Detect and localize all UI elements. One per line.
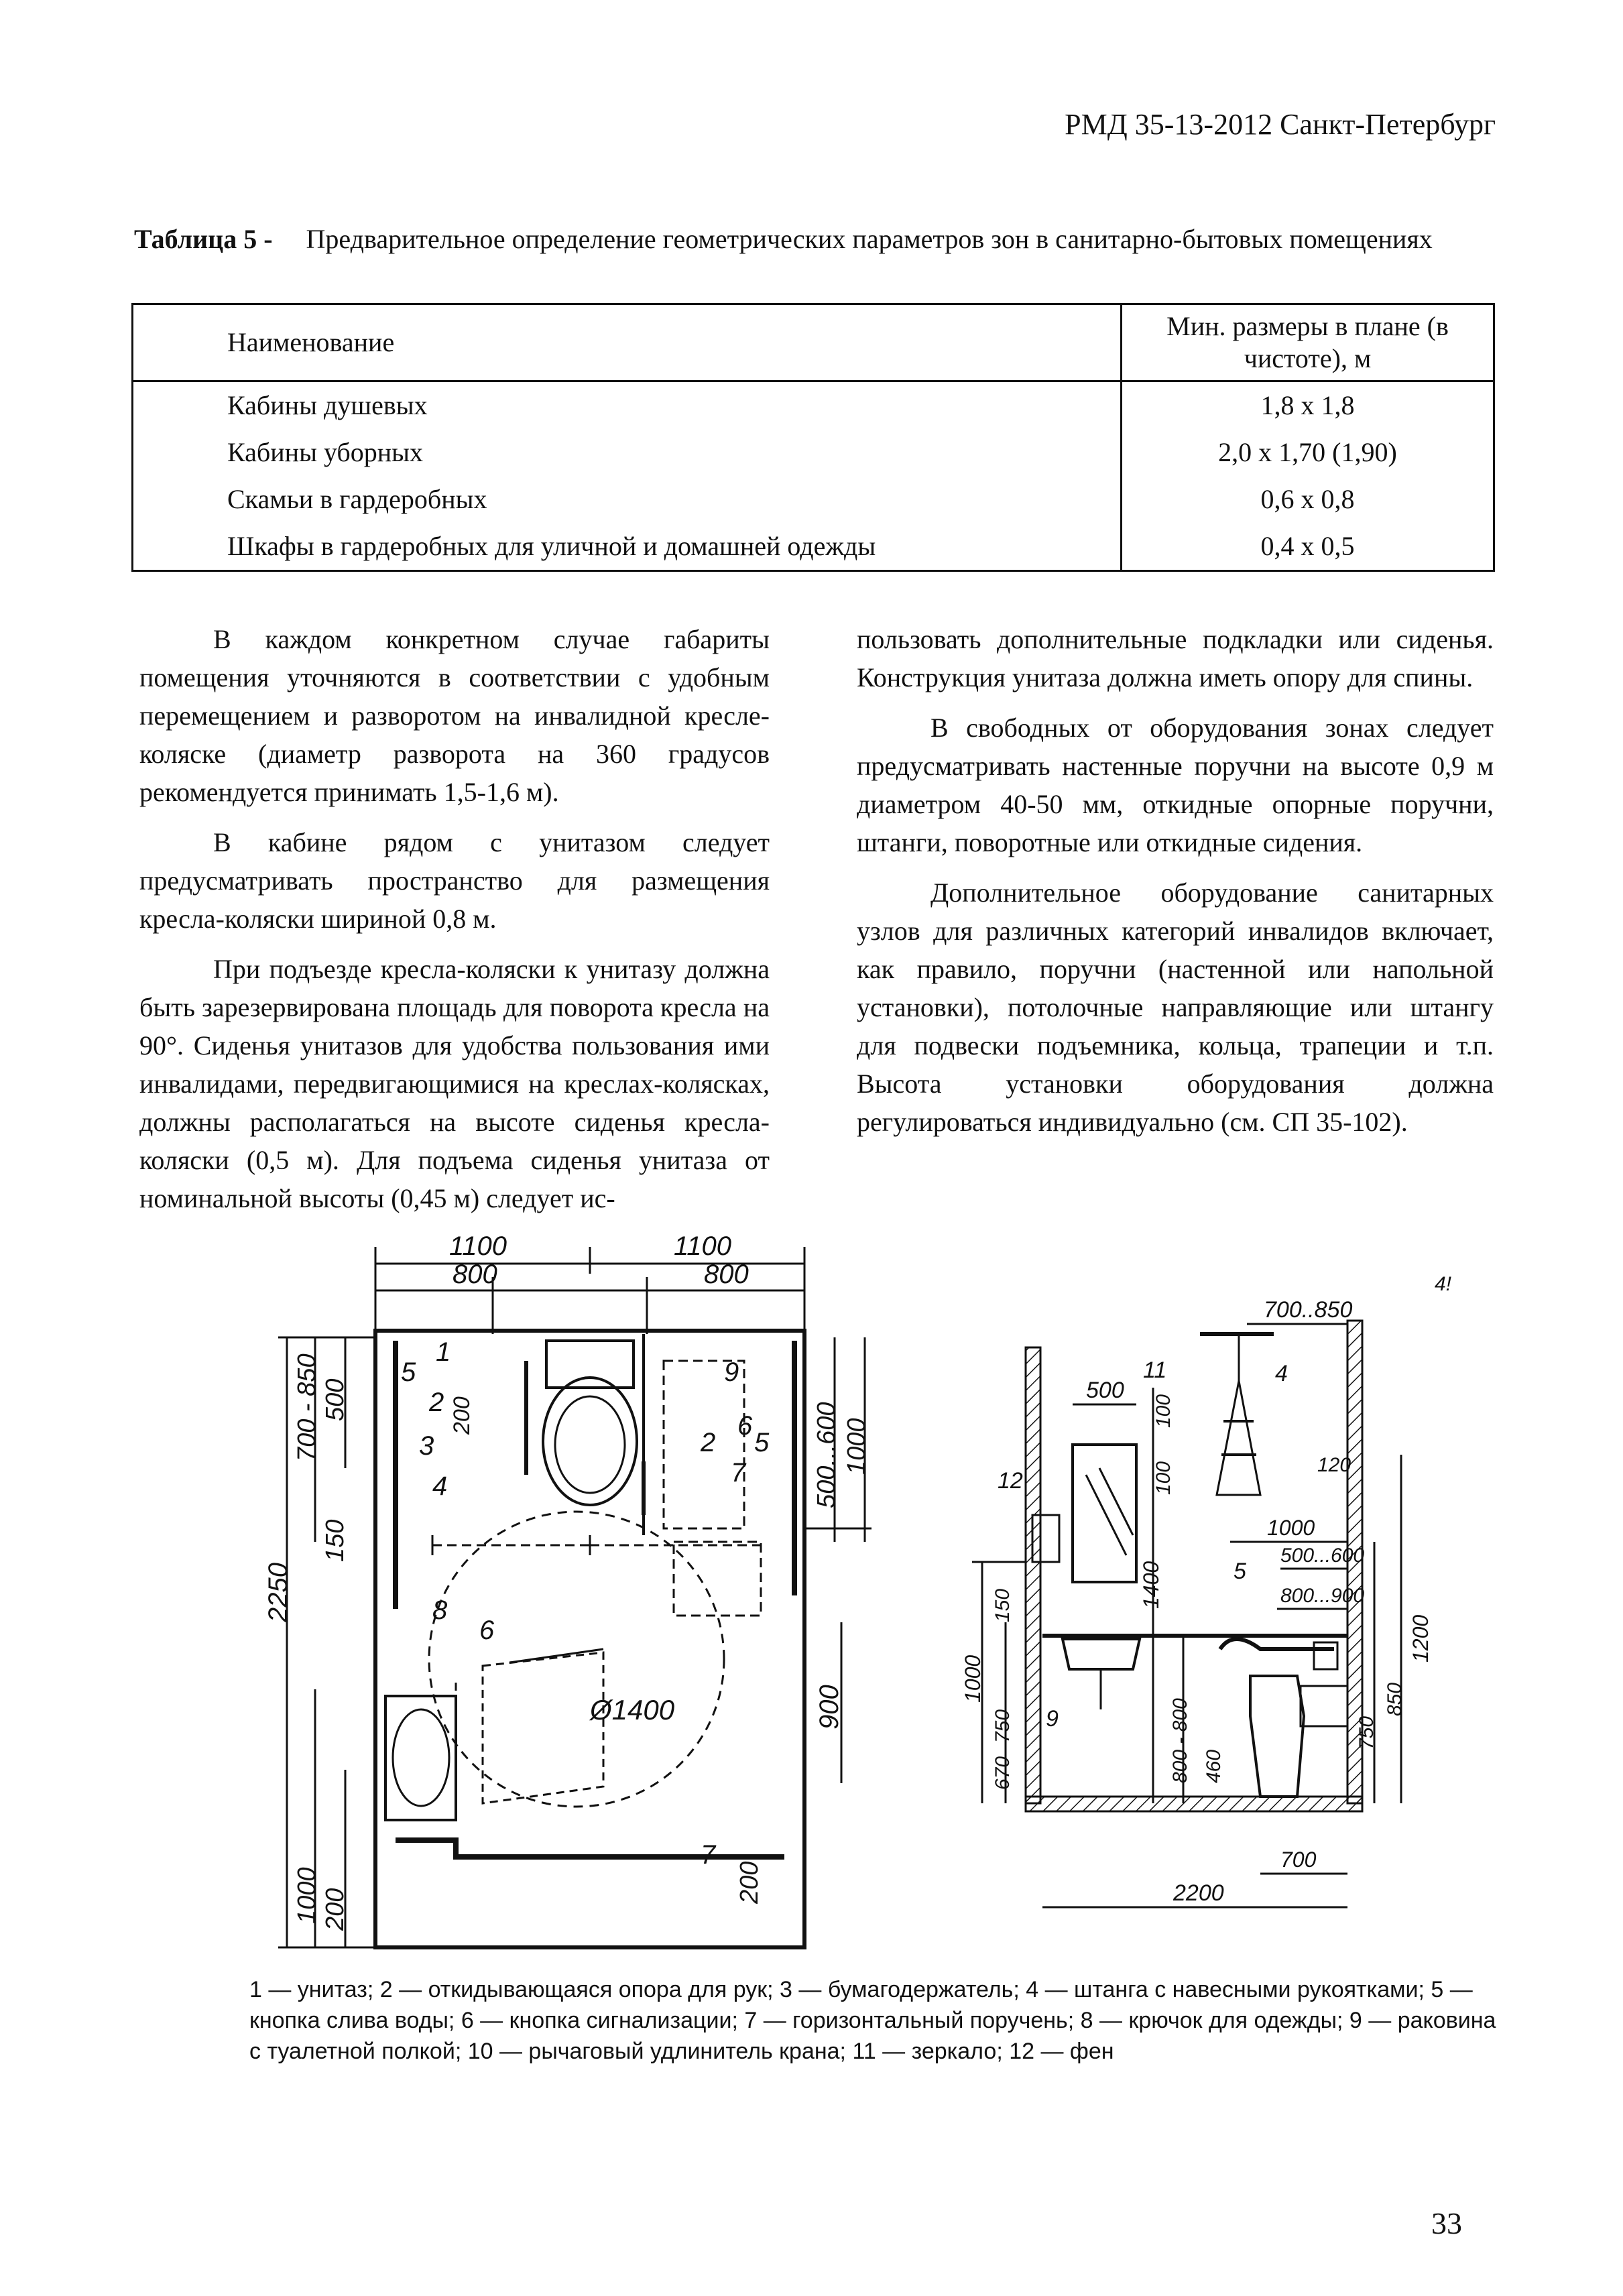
- column-header-name: Наименование: [133, 304, 1122, 381]
- column-header-size: Мин. размеры в плане (в чистоте), м: [1122, 304, 1494, 381]
- callout: 5: [401, 1357, 416, 1387]
- dim-label: 800...900: [1280, 1585, 1365, 1607]
- dim-label: 500...600: [1280, 1545, 1365, 1567]
- dim-label: 1100: [674, 1231, 732, 1261]
- dim-label: 1400: [1139, 1561, 1163, 1609]
- callout: 9: [724, 1357, 739, 1387]
- dim-label: 800: [704, 1260, 749, 1289]
- dim-label: 1000: [1267, 1516, 1315, 1540]
- dim-label: 460: [1203, 1749, 1225, 1783]
- callout: 6: [737, 1411, 753, 1441]
- callout: 8: [432, 1595, 448, 1625]
- dim-label: 700..850: [1264, 1297, 1353, 1323]
- elevation-callouts: [998, 1273, 1452, 1732]
- table-cell-size: 1,8 x 1,8: [1260, 390, 1355, 420]
- dim-label: 700: [1280, 1848, 1317, 1872]
- table-label: Таблица 5 -: [134, 224, 273, 254]
- dim-label: 700 - 850: [293, 1353, 321, 1461]
- callout: 4: [432, 1471, 448, 1501]
- callout: 2: [429, 1388, 444, 1417]
- paragraph: В каждом конкретном случае габариты помещения уточняются в соответствии с удобным перемещением и разворотом на инвалидной кресле-коляске (диаметр разворота на 360 градусов рекомендуется принимать 1,5-1,6 м).: [139, 624, 770, 807]
- dim-label: 2250: [263, 1563, 293, 1622]
- callout: 5: [1234, 1559, 1246, 1584]
- paragraph: Дополнительное оборудование санитарных узлов для различных категорий инвалидов включает, как правило, поручни (настенной или напольной установки), потолочные направляющие или штангу для подвески подъемника, кольца, трапеции и т.п. Высота установки оборудования должна регулироваться индивидуально (см. СП 35-102).: [857, 878, 1494, 1137]
- callout: 6: [479, 1616, 495, 1645]
- callout: 12: [998, 1468, 1023, 1494]
- callout: 3: [419, 1431, 434, 1461]
- dim-label: 1000: [961, 1654, 985, 1703]
- table-cell-name: Скамьи в гардеробных: [133, 476, 1122, 523]
- table-caption-text: Предварительное определение геометрических параметров зон в санитарно-бытовых помещениях: [306, 224, 1433, 254]
- dim-label: 500: [321, 1378, 349, 1421]
- dim-label: 200: [321, 1888, 349, 1931]
- dim-label: 750: [991, 1709, 1014, 1743]
- callout: 9: [1046, 1706, 1059, 1732]
- dim-label: 2200: [1173, 1880, 1224, 1906]
- dim-label: 100: [1152, 1461, 1175, 1495]
- dim-label: 1100: [449, 1231, 507, 1261]
- page-number: 33: [1431, 2206, 1462, 2240]
- dim-label: 1200: [1408, 1614, 1433, 1663]
- dim-label: 500...600: [813, 1402, 841, 1508]
- callout: 1: [436, 1337, 451, 1367]
- running-header: РМД 35-13-2012 Санкт-Петербург: [1065, 108, 1496, 141]
- dim-label: 150: [321, 1519, 349, 1562]
- callout: 7: [701, 1840, 716, 1870]
- dim-label: 750: [1356, 1715, 1378, 1750]
- callout: 4: [1275, 1361, 1288, 1386]
- paragraph: пользовать дополнительные подкладки или сиденья. Конструкция унитаза должна иметь опору для спины.: [857, 624, 1494, 692]
- dim-label: 500: [1086, 1378, 1124, 1403]
- turning-diameter-label: Ø1400: [590, 1694, 675, 1726]
- dim-label: 1000: [843, 1418, 871, 1475]
- table-cell-name: Кабины уборных: [133, 429, 1122, 476]
- paragraph: В свободных от оборудования зонах следует предусматривать настенные поручни на высоте 0,9 м диаметром 40-50 мм, откидные опорные поручни, штанги, поворотные или откидные сидения.: [857, 713, 1494, 857]
- table-cell-size: 2,0 x 1,70 (1,90): [1218, 437, 1397, 467]
- dim-label: 800 - 800: [1169, 1698, 1191, 1783]
- callout: 2: [701, 1428, 716, 1457]
- paragraph: В кабине рядом с унитазом следует предусматривать пространство для размещения кресла-коляски шириной 0,8 м.: [139, 827, 770, 934]
- elevation-drawing: [972, 1321, 1401, 1907]
- dim-label: 120: [1317, 1454, 1351, 1476]
- table-cell-size: 0,6 x 0,8: [1260, 484, 1355, 514]
- dim-label: 100: [1152, 1394, 1175, 1428]
- table-cell-name: Кабины душевых: [133, 381, 1122, 430]
- callout: 4!: [1435, 1273, 1452, 1295]
- callout: 11: [1143, 1357, 1167, 1383]
- dim-label: 850: [1384, 1682, 1406, 1716]
- dim-label: 800: [453, 1260, 497, 1289]
- dim-label: 150: [991, 1588, 1014, 1622]
- table-cell-size: 0,4 x 0,5: [1260, 531, 1355, 561]
- dim-label: 200: [735, 1861, 764, 1904]
- dim-label: 670: [991, 1756, 1014, 1790]
- callout: 7: [731, 1458, 746, 1488]
- paragraph: При подъезде кресла-коляски к унитазу должна быть зарезервирована площадь для поворота кресла на 90°. Сиденья унитазов для удобства пользования ими инвалидами, передвигающимися на креслах-колясках, должны располагаться на высоте сиденья кресла-коляски (0,5 м). Для подъема сиденья унитаза от номинальной высоты (0,45 м) следует ис-: [139, 954, 770, 1213]
- dim-label: 200: [449, 1396, 475, 1435]
- plan-drawing: [278, 1247, 871, 1947]
- callout: 5: [754, 1428, 770, 1457]
- dim-label: 900: [815, 1685, 844, 1730]
- table-cell-name: Шкафы в гардеробных для уличной и домашней одежды: [133, 523, 1122, 571]
- figure-legend: 1 — унитаз; 2 — откидывающаяся опора для рук; 3 — бумагодержатель; 4 — штанга с навесными рукоятками; 5 — кнопка слива воды; 6 — кнопка сигнализации; 7 — горизонтальный поручень; 8 — крючок для одежды; 9 — раковина с туалетной полкой; 10 — рычаговый удлинитель крана; 11 — зеркало; 12 — фен: [249, 1977, 1496, 2064]
- dim-label: 1000: [293, 1867, 321, 1924]
